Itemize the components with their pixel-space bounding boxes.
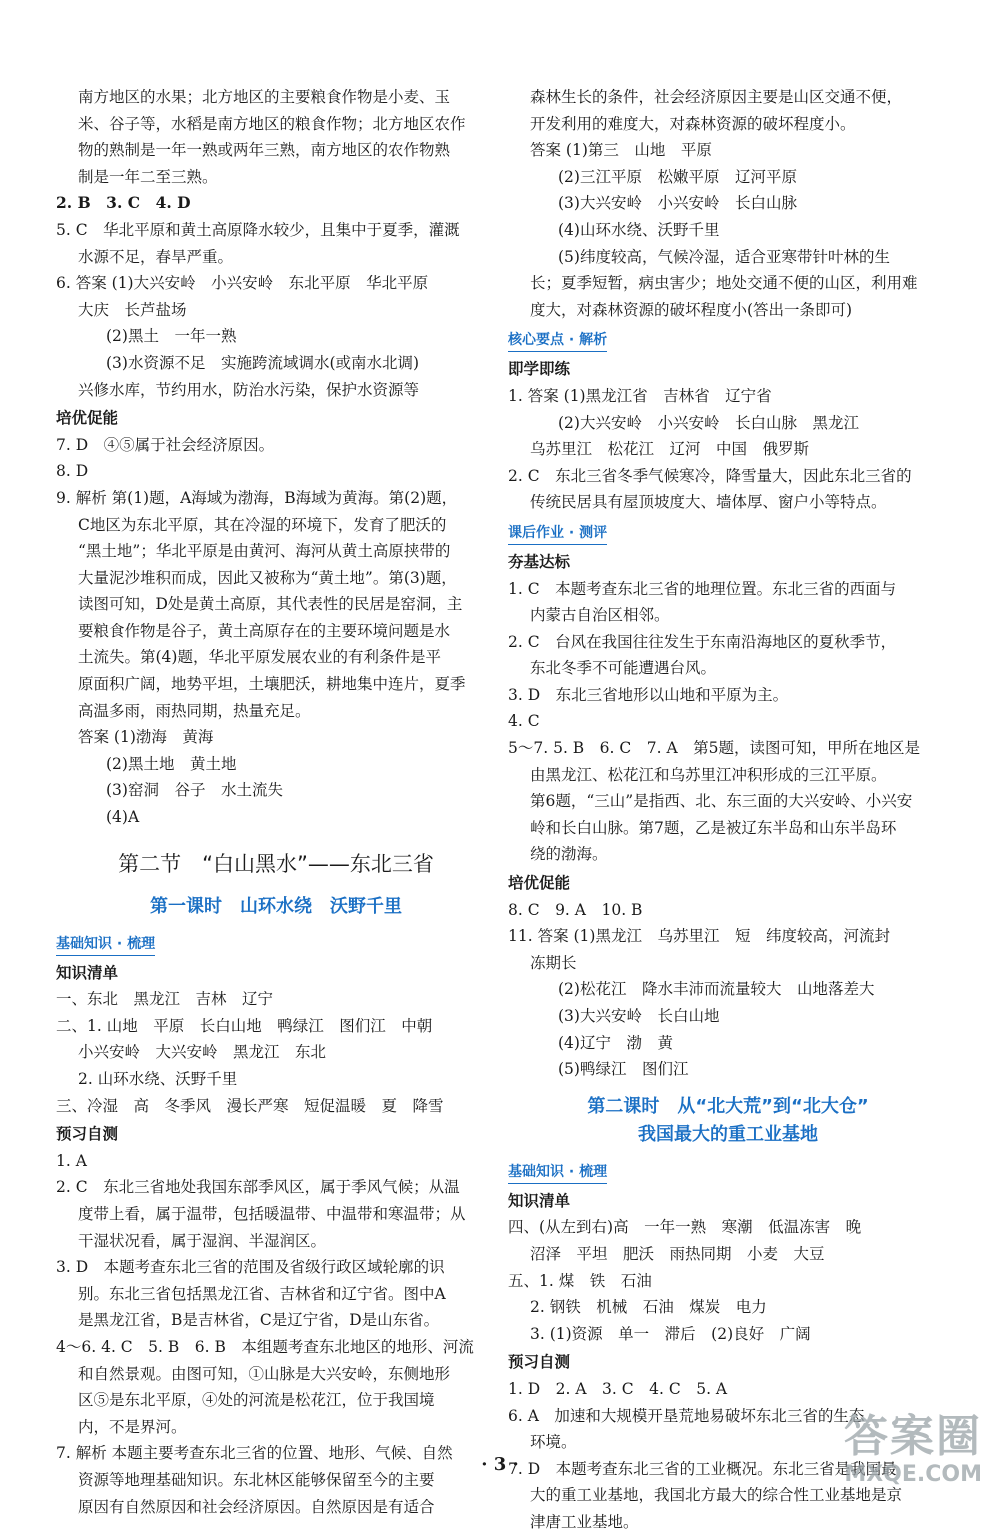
section-title: 第二节 “白山黑水”——东北三省	[118, 851, 434, 876]
text-line: “黑土地”；华北平原是由黄河、海河从黄土高原挟带的	[78, 542, 451, 561]
text-line: (2)黑土地 黄土地	[106, 754, 237, 773]
text-line: 二、1. 山地 平原 长白山地 鸭绿江 图们江 中朝	[56, 1016, 433, 1035]
text-line: 冻期长	[530, 953, 577, 972]
text-line: 6. A 加速和大规模开垦荒地易破坏东北三省的生态	[508, 1406, 865, 1425]
text-line: 乌苏里江 松花江 辽河 中国 俄罗斯	[530, 440, 810, 459]
text-line: 答案 (1)第三 山地 平原	[530, 141, 712, 160]
text-line: 长；夏季短暂，病虫害少；地处交通不便的山区，利用难	[530, 274, 918, 293]
watermark-text: 答案圈	[844, 1411, 982, 1462]
text-line: 3. (1)资源 单一 滞后 (2)良好 广阔	[530, 1324, 811, 1343]
text-line: 制是一年二至三熟。	[78, 167, 218, 186]
text-line: 2. C 东北三省地处我国东部季风区，属于季风气候；从温	[56, 1178, 460, 1197]
section-tag-core: 核心要点 · 解析	[508, 329, 607, 352]
text-line: 3. D 东北三省地形以山地和平原为主。	[508, 685, 789, 704]
text-line: 2. 山环水绕、沃野千里	[78, 1070, 238, 1088]
text-line: 津唐工业基地。	[530, 1512, 639, 1531]
text-line: (2)松花江 降水丰沛而流量较大 山地落差大	[558, 980, 875, 999]
text-line: 东北冬季不可能遭遇台风。	[530, 659, 717, 678]
text-line: 7. 解析 本题主要考查东北三省的位置、地形、气候、自然	[56, 1444, 453, 1463]
left-block-2	[56, 960, 496, 1520]
text-line: 岭和长白山脉。第7题，乙是被辽东半岛和山东半岛环	[530, 818, 897, 837]
lesson-title-1: 第一课时 山环水绕 沃野千里	[150, 895, 402, 917]
text-line: 沼泽 平坦 肥沃 雨热同期 小麦 大豆	[530, 1244, 825, 1263]
text-line: 4～6. 4. C 5. B 6. B 本组题考查东北地区的地形、河流	[56, 1337, 474, 1356]
text-line: 高温多雨，雨热同期，热量充足。	[78, 701, 311, 720]
text-line: 和自然景观。由图可知，①山脉是大兴安岭，东侧地形	[78, 1364, 451, 1383]
text-line: 11. 答案 (1)黑龙江 乌苏里江 短 纬度较高，河流封	[508, 927, 890, 946]
right-block-1	[508, 84, 948, 323]
right-block-2	[508, 356, 948, 516]
section-tag-basic-2: 基础知识 · 梳理	[508, 1161, 607, 1184]
text-line: (3)大兴安岭 小兴安岭 长白山脉	[558, 194, 797, 213]
text-line: 区⑤是东北平原，④处的河流是松花江，位于我国境	[78, 1391, 435, 1410]
text-line: 即学即练	[508, 359, 571, 379]
text-line: (4)山环水绕、沃野千里	[558, 220, 720, 239]
text-line: 小兴安岭 大兴安岭 黑龙江 东北	[78, 1043, 327, 1062]
text-line: 预习自测	[508, 1352, 571, 1372]
watermark-url: MXQE.COM	[844, 1462, 982, 1487]
text-line: 物的熟制是一年一熟或两年三熟，南方地区的农作物熟	[78, 141, 451, 160]
text-line: 是黑龙江省，B是吉林省，C是辽宁省，D是山东省。	[78, 1311, 440, 1330]
text-line: 1. D 2. A 3. C 4. C 5. A	[508, 1379, 728, 1398]
text-line: 原因有自然原因和社会经济原因。自然原因是有适合	[78, 1497, 435, 1516]
text-line: 三、冷湿 高 冬季风 漫长严寒 短促温暖 夏 降雪	[56, 1096, 444, 1115]
text-line: (4)辽宁 渤 黄	[558, 1033, 673, 1052]
text-line: (3)大兴安岭 长白山地	[558, 1007, 720, 1025]
text-line: 米、谷子等，水稻是南方地区的粮食作物；北方地区农作	[78, 114, 466, 133]
text-line: 2. C 东北三省冬季气候寒冷，降雪量大，因此东北三省的	[508, 466, 912, 485]
text-line: 7. D ④⑤属于社会经济原因。	[56, 435, 275, 454]
text-line: 1. 答案 (1)黑龙江省 吉林省 辽宁省	[508, 386, 772, 405]
page-number: · 3 ·	[481, 1454, 519, 1475]
text-line: (4)A	[106, 808, 140, 827]
lesson-title-2-line1: 第二课时 从“北大荒”到“北大仓”	[587, 1095, 869, 1117]
text-line: 水源不足，春旱严重。	[78, 247, 234, 266]
text-line: (2)三江平原 松嫩平原 辽河平原	[558, 167, 797, 186]
right-column	[508, 84, 948, 1536]
text-line: (3)水资源不足 实施跨流域调水(或南水北调)	[106, 353, 420, 372]
text-line: 预习自测	[56, 1124, 119, 1144]
text-line: 大的重工业基地，我国北方最大的综合性工业基地是京	[530, 1486, 903, 1505]
text-line: 第6题，“三山”是指西、北、东三面的大兴安岭、小兴安	[530, 792, 913, 811]
text-line: 9. 解析 第(1)题，A海域为渤海，B海域为黄海。第(2)题，	[56, 488, 458, 507]
text-line: 4. C	[508, 712, 540, 731]
text-line: 环境。	[530, 1433, 577, 1452]
section-tag-homework: 课后作业 · 测评	[508, 522, 607, 545]
text-line: 干湿状况看，属于湿润、半湿润区。	[78, 1231, 327, 1250]
text-line: 大庆 长芦盐场	[78, 300, 187, 319]
text-line: 2. 钢铁 机械 石油 煤炭 电力	[530, 1298, 767, 1317]
text-line: (2)大兴安岭 小兴安岭 长白山脉 黑龙江	[558, 413, 859, 432]
text-line: 绕的渤海。	[530, 845, 608, 864]
text-line: 内蒙古自治区相邻。	[530, 606, 670, 625]
text-line: 度带上看，属于温带，包括暖温带、中温带和寒温带；从	[78, 1204, 466, 1223]
text-line: 五、1. 煤 铁 石油	[508, 1271, 652, 1290]
left-column	[56, 84, 496, 1520]
text-line: (2)黑土 一年一熟	[106, 327, 237, 346]
text-line: 知识清单	[56, 962, 119, 982]
text-line: 培优促能	[508, 873, 571, 893]
text-line: 7. D 本题考查东北三省的工业概况。东北三省是我国最	[508, 1459, 897, 1478]
text-line: (3)窑洞 谷子 水土流失	[106, 781, 283, 800]
text-line: 度大，对森林资源的破坏程度小(答出一条即可)	[530, 300, 853, 319]
text-line: 别。东北三省包括黑龙江省、吉林省和辽宁省。图中A	[78, 1284, 446, 1303]
text-line: 1. A	[56, 1151, 87, 1170]
text-line: 5～7. 5. B 6. C 7. A 第5题，读图可知，甲所在地区是	[508, 739, 921, 758]
text-line: (5)纬度较高，气候冷湿，适合亚寒带针叶林的生	[558, 247, 890, 266]
text-line: (5)鸭绿江 图们江	[558, 1060, 689, 1079]
right-block-3	[508, 549, 948, 1083]
text-line: 一、东北 黑龙江 吉林 辽宁	[56, 990, 274, 1009]
text-line: 2. C 台风在我国往往发生于东南沿海地区的夏秋季节，	[508, 632, 897, 651]
text-line: 由黑龙江、松花江和乌苏里江冲积形成的三江平原。	[530, 765, 887, 784]
text-line: 开发利用的难度大，对森林资源的破坏程度小。	[530, 114, 856, 133]
left-block-1	[56, 84, 496, 831]
text-line: 3. D 本题考查东北三省的范围及省级行政区域轮廓的识	[56, 1258, 445, 1277]
text-line: 读图可知，D处是黄土高原，其代表性的民居是窑洞，主	[78, 595, 463, 614]
text-line: 培优促能	[56, 408, 119, 428]
text-line: 传统民居具有屋顶坡度大、墙体厚、窗户小等特点。	[530, 493, 887, 512]
text-line: 内，不是界河。	[78, 1417, 187, 1436]
text-line: 2. B 3. C 4. D	[56, 193, 191, 213]
text-line: 答案 (1)渤海 黄海	[78, 728, 214, 747]
lesson-title-2-line2: 我国最大的重工业基地	[638, 1123, 818, 1145]
text-line: 8. C 9. A 10. B	[508, 900, 643, 919]
text-line: C地区为东北平原，其在冷湿的环境下，发育了肥沃的	[78, 515, 447, 534]
text-line: 兴修水库，节约用水，防治水污染，保护水资源等	[78, 380, 420, 399]
section-tag-basic: 基础知识 · 梳理	[56, 933, 155, 956]
text-line: 夯基达标	[508, 551, 571, 571]
text-line: 知识清单	[508, 1190, 571, 1210]
text-line: 四、(从左到右)高 一年一熟 寒潮 低温冻害 晚	[508, 1218, 862, 1237]
text-line: 南方地区的水果；北方地区的主要粮食作物是小麦、玉	[78, 88, 451, 106]
text-line: 原面积广阔，地势平坦，土壤肥沃，耕地集中连片，夏季	[78, 675, 466, 694]
text-line: 1. C 本题考查东北三省的地理位置。东北三省的西面与	[508, 579, 897, 598]
text-line: 6. 答案 (1)大兴安岭 小兴安岭 东北平原 华北平原	[56, 274, 429, 293]
text-line: 大量泥沙堆积而成，因此又被称为“黄土地”。第(3)题，	[78, 568, 457, 587]
watermark-logo	[762, 1412, 982, 1492]
text-line: 土流失。第(4)题，华北平原发展农业的有利条件是平	[78, 648, 441, 667]
text-line: 要粮食作物是谷子，黄土高原存在的主要环境问题是水	[78, 621, 451, 640]
text-line: 8. D	[56, 462, 89, 481]
text-line: 资源等地理基础知识。东北林区能够保留至今的主要	[78, 1470, 435, 1489]
text-line: 5. C 华北平原和黄土高原降水较少，且集中于夏季，灌溉	[56, 220, 460, 239]
text-line: 森林生长的条件，社会经济原因主要是山区交通不便，	[530, 88, 903, 106]
